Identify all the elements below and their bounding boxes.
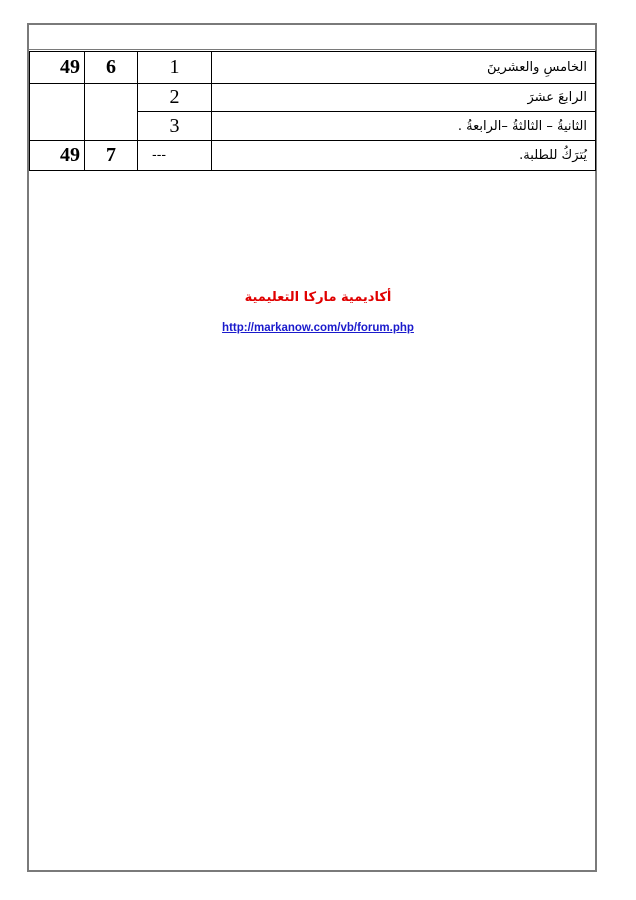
header-rule	[27, 49, 597, 50]
item-count: 7	[85, 141, 138, 171]
item-text: الخامسِ والعشرينَ	[212, 52, 596, 84]
table-row	[30, 52, 596, 84]
forum-link[interactable]: http://markanow.com/vb/forum.php	[222, 322, 414, 334]
item-number: ---	[138, 141, 212, 171]
question-number: 49	[30, 52, 85, 84]
item-number: 3	[138, 112, 212, 141]
item-number: 2	[138, 84, 212, 112]
question-number: 49	[30, 141, 85, 171]
table-row	[30, 141, 596, 171]
answer-table	[29, 51, 596, 171]
table-row	[30, 84, 596, 112]
item-text: يُترَكُ للطلبة.	[212, 141, 596, 171]
item-text: الثانيةُ – الثالثةُ –الرابعةُ .	[212, 112, 596, 141]
empty-cell	[30, 84, 85, 141]
item-number: 1	[138, 52, 212, 84]
empty-cell	[85, 84, 138, 141]
academy-name: أكاديمية ماركا التعليمية	[244, 290, 392, 305]
item-text: الرابعَ عشرَ	[212, 84, 596, 112]
item-count: 6	[85, 52, 138, 84]
